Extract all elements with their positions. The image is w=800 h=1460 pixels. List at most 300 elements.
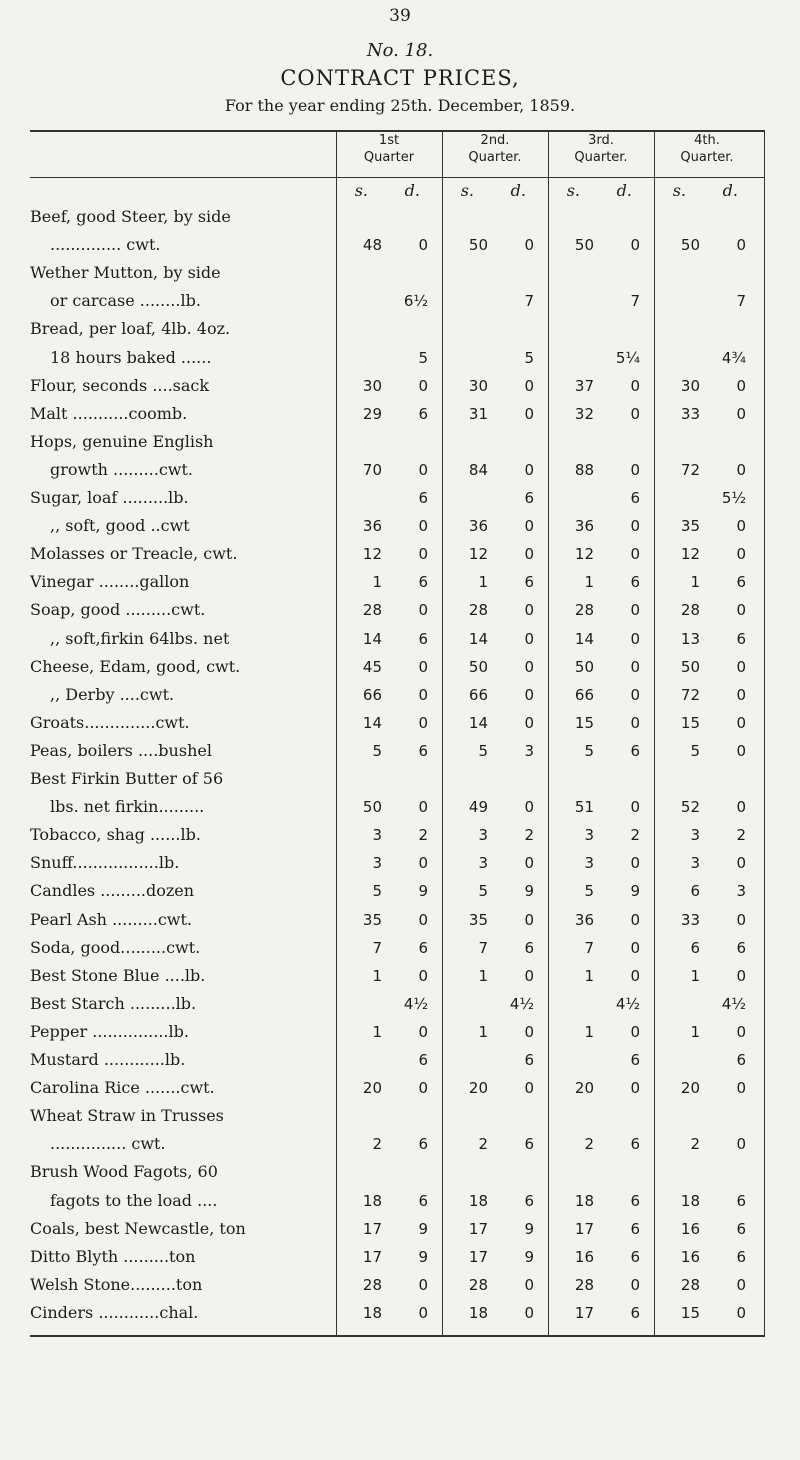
pence-value: 6: [418, 1135, 428, 1154]
quarter-header: [336, 132, 442, 166]
pence-value: 4¾: [721, 348, 746, 367]
shillings-value: 14: [468, 629, 488, 648]
shillings-value: 30: [680, 376, 700, 395]
quarter-header-number: 1st: [378, 133, 400, 148]
item-label: Groats..............cwt.: [30, 712, 190, 732]
pence-value: 6: [630, 1219, 640, 1238]
shillings-value: 18: [468, 1191, 488, 1210]
pence-value: 0: [630, 685, 640, 704]
pence-value: 0: [630, 517, 640, 536]
item-label: Soda, good.........cwt.: [30, 937, 201, 957]
pence-value: 6: [418, 573, 428, 592]
shillings-value: 3: [478, 826, 488, 845]
shillings-value: 28: [680, 1275, 700, 1294]
shillings-value: 20: [574, 1079, 594, 1098]
shillings-value: 7: [584, 938, 594, 957]
item-label: Soap, good .........cwt.: [30, 600, 206, 620]
header-bottom-rule: [30, 177, 765, 178]
quarter-header-label: Quarter.: [574, 150, 628, 165]
item-label: Wheat Straw in Trusses: [30, 1106, 224, 1126]
pence-value: 6: [418, 1191, 428, 1210]
shillings-unit: s.: [566, 181, 580, 200]
pence-value: 0: [630, 938, 640, 957]
shillings-value: 30: [362, 376, 382, 395]
pence-value: 9: [418, 882, 428, 901]
shillings-value: 48: [362, 236, 382, 255]
pence-value: 0: [524, 236, 534, 255]
page-subtitle: For the year ending 25th. December, 1859.: [224, 96, 576, 115]
shillings-value: 3: [690, 854, 700, 873]
item-label: Cinders ............chal.: [30, 1302, 199, 1322]
item-label: Mustard ............lb.: [30, 1050, 186, 1069]
pence-value: 0: [736, 601, 746, 620]
pence-value: 0: [630, 657, 640, 676]
pence-value: 4½: [615, 994, 640, 1013]
shillings-value: 17: [574, 1219, 594, 1238]
item-label: fagots to the load ....: [50, 1190, 218, 1210]
item-label: Peas, boilers ....bushel: [30, 740, 212, 760]
pence-value: 2: [736, 826, 746, 845]
shillings-value: 37: [574, 376, 594, 395]
shillings-value: 2: [478, 1135, 488, 1154]
shillings-value: 1: [478, 966, 488, 985]
shillings-value: 18: [574, 1191, 594, 1210]
shillings-value: 17: [362, 1219, 382, 1238]
shillings-value: 12: [468, 545, 488, 564]
item-label: Malt ...........coomb.: [30, 403, 188, 423]
item-label: Flour, seconds ....sack: [30, 375, 210, 395]
pence-value: 0: [524, 601, 534, 620]
pence-value: 6: [630, 1191, 640, 1210]
item-label: ,, Derby ....cwt.: [50, 684, 175, 704]
shillings-value: 72: [680, 685, 700, 704]
pence-value: 0: [524, 685, 534, 704]
pence-value: 4½: [403, 994, 428, 1013]
item-label: ............... cwt.: [50, 1134, 166, 1154]
pence-value: 0: [736, 1079, 746, 1098]
shillings-value: 50: [468, 657, 488, 676]
item-label: ,, soft, good ..cwt: [50, 516, 190, 536]
pence-unit: d.: [616, 181, 632, 200]
pence-value: 0: [630, 376, 640, 395]
column-divider: [654, 130, 655, 1337]
quarter-header-number: 3rd.: [588, 133, 614, 148]
pence-value: 0: [524, 966, 534, 985]
shillings-value: 52: [680, 798, 700, 817]
pence-value: 0: [418, 1303, 428, 1322]
shillings-value: 3: [584, 826, 594, 845]
pence-value: 0: [524, 1079, 534, 1098]
shillings-value: 7: [478, 938, 488, 957]
pence-value: 0: [736, 1275, 746, 1294]
shillings-value: 51: [574, 798, 594, 817]
shillings-value: 29: [362, 404, 382, 423]
shillings-value: 16: [574, 1247, 594, 1266]
pence-value: 6: [418, 629, 428, 648]
pence-value: 0: [630, 545, 640, 564]
column-divider: [548, 130, 549, 1337]
shillings-value: 1: [372, 1022, 382, 1041]
shillings-value: 20: [680, 1079, 700, 1098]
pence-value: 0: [736, 1022, 746, 1041]
pence-value: 9: [524, 882, 534, 901]
item-label: growth .........cwt.: [50, 459, 193, 479]
pence-value: 0: [630, 601, 640, 620]
shillings-value: 35: [680, 517, 700, 536]
shillings-value: 16: [680, 1219, 700, 1238]
shillings-value: 15: [574, 713, 594, 732]
shillings-value: 14: [362, 713, 382, 732]
column-divider: [442, 130, 443, 1337]
shillings-value: 84: [468, 460, 488, 479]
pence-value: 0: [524, 517, 534, 536]
item-label: Molasses or Treacle, cwt.: [30, 544, 238, 564]
pence-value: 0: [524, 545, 534, 564]
shillings-value: 5: [372, 882, 382, 901]
shillings-value: 36: [468, 517, 488, 536]
shillings-value: 36: [574, 910, 594, 929]
shillings-value: 15: [680, 713, 700, 732]
pence-value: 2: [630, 826, 640, 845]
pence-value: 0: [418, 798, 428, 817]
pence-value: 0: [736, 460, 746, 479]
table-number: No. 18.: [366, 40, 434, 61]
shillings-value: 18: [362, 1191, 382, 1210]
pence-value: 0: [736, 798, 746, 817]
item-label: Cheese, Edam, good, cwt.: [30, 656, 241, 676]
pence-value: 6: [418, 404, 428, 423]
pence-value: 0: [736, 376, 746, 395]
pence-value: 0: [736, 657, 746, 676]
shillings-value: 17: [468, 1219, 488, 1238]
quarter-header-label: Quarter.: [680, 150, 734, 165]
item-label: Hops, genuine English: [30, 431, 214, 451]
shillings-value: 18: [362, 1303, 382, 1322]
item-label: Sugar, loaf .........lb.: [30, 488, 189, 507]
item-label: or carcase ........lb.: [50, 291, 201, 311]
pence-value: 9: [418, 1247, 428, 1266]
shillings-value: 3: [478, 854, 488, 873]
pence-value: 5½: [721, 489, 746, 507]
pence-value: 6: [736, 1051, 746, 1069]
shillings-value: 45: [362, 657, 382, 676]
shillings-value: 66: [574, 685, 594, 704]
item-label: Beef, good Steer, by side: [30, 207, 231, 226]
pence-value: 0: [418, 1275, 428, 1294]
pence-value: 6: [630, 573, 640, 592]
pence-value: 0: [630, 1022, 640, 1041]
shillings-unit: s.: [460, 181, 474, 200]
shillings-value: 1: [690, 573, 700, 592]
shillings-value: 6: [690, 938, 700, 957]
item-label: Best Stone Blue ....lb.: [30, 965, 206, 985]
shillings-value: 28: [680, 601, 700, 620]
item-label: Bread, per loaf, 4lb. 4oz.: [30, 319, 231, 339]
item-label: Coals, best Newcastle, ton: [30, 1218, 246, 1238]
pence-value: 6: [736, 629, 746, 648]
pence-value: 0: [524, 460, 534, 479]
pence-value: 0: [418, 854, 428, 873]
pence-value: 0: [418, 966, 428, 985]
shillings-value: 5: [584, 741, 594, 760]
pence-value: 2: [524, 826, 534, 845]
shillings-value: 2: [690, 1135, 700, 1154]
pence-value: 9: [524, 1247, 534, 1266]
pence-value: 4½: [509, 994, 534, 1013]
item-label: Carolina Rice .......cwt.: [30, 1078, 215, 1098]
pence-value: 0: [736, 517, 746, 536]
pence-value: 5¼: [615, 348, 640, 367]
pence-value: 0: [418, 545, 428, 564]
shillings-value: 12: [574, 545, 594, 564]
pence-value: 0: [630, 854, 640, 873]
shillings-value: 35: [362, 910, 382, 929]
pence-value: 0: [736, 854, 746, 873]
shillings-unit: s.: [672, 181, 686, 200]
shillings-value: 1: [478, 1022, 488, 1041]
pence-value: 0: [630, 910, 640, 929]
shillings-value: 18: [680, 1191, 700, 1210]
pence-value: 0: [736, 741, 746, 760]
pence-value: 0: [736, 685, 746, 704]
pence-value: 0: [736, 910, 746, 929]
shillings-value: 14: [362, 629, 382, 648]
shillings-value: 50: [574, 236, 594, 255]
pence-value: 0: [418, 517, 428, 536]
shillings-value: 30: [468, 376, 488, 395]
page-title: CONTRACT PRICES,: [280, 66, 520, 90]
quarter-header: [442, 132, 548, 166]
pence-value: 0: [736, 404, 746, 423]
shillings-value: 1: [372, 573, 382, 592]
pence-value: 4½: [721, 994, 746, 1013]
shillings-value: 1: [584, 1022, 594, 1041]
shillings-value: 14: [574, 629, 594, 648]
pence-value: 0: [418, 460, 428, 479]
pence-value: 6: [524, 573, 534, 592]
shillings-value: 1: [372, 966, 382, 985]
pence-value: 9: [418, 1219, 428, 1238]
shillings-value: 36: [362, 517, 382, 536]
pence-value: 0: [630, 798, 640, 817]
item-label: lbs. net firkin.........: [50, 797, 205, 817]
shillings-value: 33: [680, 910, 700, 929]
item-label: 18 hours baked ......: [50, 347, 212, 367]
shillings-value: 35: [468, 910, 488, 929]
shillings-value: 5: [478, 741, 488, 760]
pence-value: 6: [524, 938, 534, 957]
pence-unit: d.: [510, 181, 526, 200]
shillings-value: 16: [680, 1247, 700, 1266]
pence-value: 6: [736, 1247, 746, 1266]
pence-value: 7: [630, 292, 640, 311]
pence-value: 0: [630, 236, 640, 255]
pence-value: 6: [524, 1191, 534, 1210]
quarter-header-number: 2nd.: [480, 133, 510, 148]
pence-value: 0: [418, 910, 428, 929]
shillings-value: 2: [372, 1135, 382, 1154]
pence-value: 9: [630, 882, 640, 901]
item-label: Best Starch .........lb.: [30, 993, 197, 1013]
item-label: Tobacco, shag ......lb.: [30, 825, 201, 845]
table-right-border: [764, 130, 765, 1337]
shillings-value: 50: [680, 236, 700, 255]
pence-value: 0: [524, 798, 534, 817]
pence-value: 6: [418, 1051, 428, 1069]
shillings-value: 50: [362, 798, 382, 817]
shillings-value: 1: [478, 573, 488, 592]
shillings-value: 2: [584, 1135, 594, 1154]
pence-value: 0: [418, 236, 428, 255]
pence-value: 6: [736, 573, 746, 592]
shillings-value: 36: [574, 517, 594, 536]
pence-value: 0: [524, 1022, 534, 1041]
pence-value: 6: [418, 489, 428, 507]
contract-prices-table: [30, 130, 765, 1337]
shillings-value: 3: [690, 826, 700, 845]
shillings-value: 15: [680, 1303, 700, 1322]
pence-value: 0: [736, 1303, 746, 1322]
pence-value: 0: [736, 545, 746, 564]
pence-value: 0: [630, 966, 640, 985]
shillings-value: 6: [690, 882, 700, 901]
pence-value: 6: [736, 938, 746, 957]
pence-value: 3: [524, 741, 534, 760]
pence-value: 5: [418, 348, 428, 367]
shillings-value: 1: [584, 573, 594, 592]
pence-value: 0: [418, 376, 428, 395]
pence-value: 0: [736, 1135, 746, 1154]
pence-value: 0: [736, 713, 746, 732]
shillings-value: 5: [584, 882, 594, 901]
pence-value: 5: [524, 348, 534, 367]
shillings-value: 3: [372, 854, 382, 873]
shillings-value: 14: [468, 713, 488, 732]
pence-value: 6: [630, 489, 640, 507]
shillings-value: 1: [690, 1022, 700, 1041]
pence-value: 0: [524, 910, 534, 929]
shillings-value: 1: [690, 966, 700, 985]
shillings-value: 12: [680, 545, 700, 564]
pence-value: 0: [524, 404, 534, 423]
item-label: Pearl Ash .........cwt.: [30, 909, 193, 929]
pence-unit: d.: [722, 181, 738, 200]
item-label: Ditto Blyth .........ton: [30, 1246, 196, 1266]
pence-value: 6: [524, 1135, 534, 1154]
shillings-value: 28: [362, 1275, 382, 1294]
shillings-value: 50: [574, 657, 594, 676]
shillings-value: 49: [468, 798, 488, 817]
pence-value: 7: [736, 292, 746, 311]
shillings-value: 17: [362, 1247, 382, 1266]
shillings-value: 18: [468, 1303, 488, 1322]
pence-value: 6: [630, 1247, 640, 1266]
shillings-value: 31: [468, 404, 488, 423]
pence-value: 0: [524, 376, 534, 395]
pence-value: 0: [524, 1303, 534, 1322]
pence-value: 6: [630, 741, 640, 760]
pence-value: 6: [736, 1191, 746, 1210]
quarter-header-label: Quarter.: [468, 150, 522, 165]
shillings-value: 3: [372, 826, 382, 845]
shillings-value: 33: [680, 404, 700, 423]
shillings-value: 50: [680, 657, 700, 676]
pence-value: 6: [630, 1135, 640, 1154]
shillings-unit: s.: [354, 181, 368, 200]
shillings-value: 32: [574, 404, 594, 423]
item-label: Pepper ...............lb.: [30, 1021, 189, 1041]
shillings-value: 17: [468, 1247, 488, 1266]
pence-value: 6: [630, 1051, 640, 1069]
shillings-value: 28: [574, 1275, 594, 1294]
shillings-value: 1: [584, 966, 594, 985]
pence-value: 2: [418, 826, 428, 845]
pence-value: 6: [418, 741, 428, 760]
shillings-value: 13: [680, 629, 700, 648]
pence-value: 0: [630, 1275, 640, 1294]
item-label: Welsh Stone.........ton: [30, 1274, 203, 1294]
pence-value: 0: [418, 685, 428, 704]
pence-value: 0: [418, 713, 428, 732]
shillings-value: 7: [372, 938, 382, 957]
shillings-value: 20: [362, 1079, 382, 1098]
item-label: ,, soft,firkin 64lbs. net: [50, 628, 230, 648]
pence-unit: d.: [404, 181, 420, 200]
pence-value: 0: [630, 713, 640, 732]
pence-value: 0: [524, 713, 534, 732]
quarter-header: [654, 132, 760, 166]
shillings-value: 66: [362, 685, 382, 704]
pence-value: 0: [736, 236, 746, 255]
pence-value: 6: [418, 938, 428, 957]
shillings-value: 28: [574, 601, 594, 620]
pence-value: 6: [630, 1303, 640, 1322]
shillings-value: 5: [372, 741, 382, 760]
item-label: Snuff.................lb.: [30, 853, 180, 873]
pence-value: 0: [630, 404, 640, 423]
item-label: Vinegar ........gallon: [30, 572, 190, 592]
shillings-value: 66: [468, 685, 488, 704]
pence-value: 6½: [403, 292, 428, 311]
quarter-header-label: Quarter: [363, 150, 415, 165]
pence-value: 0: [524, 657, 534, 676]
item-label: .............. cwt.: [50, 235, 161, 255]
pence-value: 0: [736, 966, 746, 985]
pence-value: 6: [524, 489, 534, 507]
pence-value: 0: [418, 601, 428, 620]
pence-value: 0: [630, 629, 640, 648]
shillings-value: 88: [574, 460, 594, 479]
shillings-value: 72: [680, 460, 700, 479]
shillings-value: 28: [362, 601, 382, 620]
pence-value: 0: [524, 854, 534, 873]
shillings-value: 50: [468, 236, 488, 255]
pence-value: 9: [524, 1219, 534, 1238]
pence-value: 7: [524, 292, 534, 311]
item-label: Wether Mutton, by side: [30, 263, 221, 283]
pence-value: 6: [524, 1051, 534, 1069]
pence-value: 0: [418, 657, 428, 676]
item-label: Brush Wood Fagots, 60: [30, 1162, 218, 1182]
shillings-value: 17: [574, 1303, 594, 1322]
shillings-value: 3: [584, 854, 594, 873]
item-label: Candles .........dozen: [30, 881, 195, 901]
pence-value: 0: [524, 629, 534, 648]
shillings-value: 12: [362, 545, 382, 564]
pence-value: 6: [736, 1219, 746, 1238]
pence-value: 0: [418, 1079, 428, 1098]
shillings-value: 70: [362, 460, 382, 479]
